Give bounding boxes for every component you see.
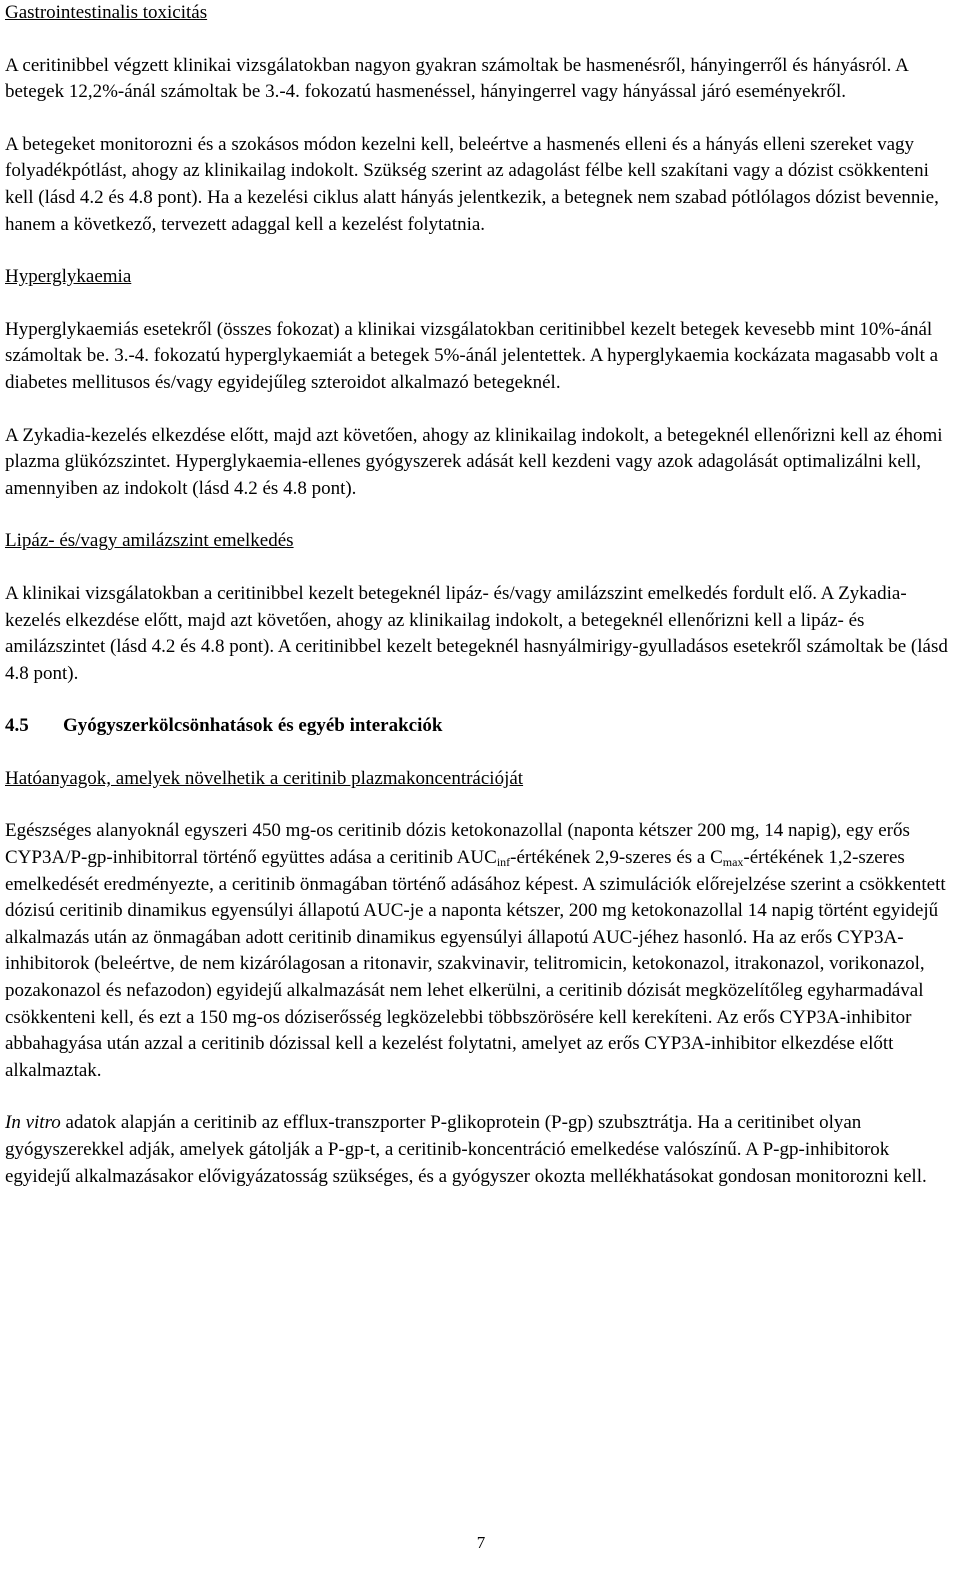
increase-p1-part-c: -értékének 1,2-szeres emelkedését eredményezte, a ceritinib önmagában történő adásához képest. A szimulációk előrejelzése szerint a csökkentett dózisú ceritinib dinamikus egyensúlyi állapotú AUC-je a naponta kétszer, 200 mg ketokonazollal 14 napig történt egyidejű alkalmazás után az önmagában adott ceritinib dinamikus egyensúlyi állapotú AUC-jéhez hasonló. Ha az erős CYP3A-inhibitorok (beleértve, de nem kizárólagosan a ritonavir, szakvinavir, telitromicin, ketokonazol, itrakonazol, vorikonazol, pozakonazol és nefazodon) egyidejű alkalmazását nem lehet elkerülni, a ceritinib dózisát megközelítőleg egyharmadával csökkenteni kell, és ezt a 150 mg-os dóziserősség legközelebbi többszörösére kell kerekíteni. Az erős CYP3A-inhibitor abbahagyása után azzal a ceritinib dózissal kell a kezelést folytatni, amelyet az erős CYP3A-inhibitor elkezdése előtt alkalmaztak. [5,847,946,1081]
page-number: 7 [476,1533,486,1552]
in-vitro-italic: In vitro [5,1112,61,1134]
gi-toxicity-heading: Gastrointestinalis toxicitás [5,2,208,23]
hyperglycaemia-paragraph-1: Hyperglykaemiás esetekről (összes fokozat) a klinikai vizsgálatokban ceritinibbel kezelt betegek kevesebb mint 10%-ánál számoltak be. 3.-4. fokozatú hyperglykaemiát a betegek 5%-ánál jelentettek. A hyperglykaemia kockázata magasabb volt a diabetes mellitusos és/vagy egyidejűleg szteroidot alkalmazó betegeknél. [5,318,939,393]
gi-p2-part-a: A betegeket monitorozni és a szokásos módon kezelni kell, beleértve a hasmenés elleni és a hányás elleni szereket vagy folyadékpótlást, ahogy az klinikailag indokolt. [5,133,915,182]
increase-paragraph-1 [5,818,957,1084]
increase-paragraph-2 [5,1110,957,1190]
section-number: 4.5 [5,715,29,737]
document-page [5,0,957,1552]
auc-subscript: inf [496,855,511,870]
hyperglycaemia-heading: Hyperglykaemia [5,266,132,288]
lipase-heading: Lipáz- és/vagy amilázszint emelkedés [5,530,294,552]
increase-p1-part-a: Egészséges alanyoknál egyszeri 450 mg-os ceritinib dózis ketokonazollal (naponta kétszer 200 mg, 14 napig), egy erős CYP3A/P-gp-inhibitorral történő együttes adása a ceritinib AUC [5,820,910,869]
gi-p2-part-c: Ha a kezelési ciklus alatt hányás jelentkezik, a betegnek nem szabad pótlólagos dózist bevennie, hanem a következő, tervezett adaggal kell a kezelést folytatnia. [5,186,939,235]
increase-p2-rest: adatok alapján a ceritinib az efflux-transzporter P-glikoprotein (P-gp) szubsztrátja. Ha a ceritinibet olyan gyógyszerekkel adják, amelyek gátolják a P-gp-t, a ceritinib-koncentráció emelkedése valószínű. A P-gp-inhibitorok egyidejű alkalmazásakor elővigyázatosság szükséges, és a gyógyszer okozta mellékhatásokat gondosan monitorozni kell. [5,1112,927,1187]
increase-p1-part-b: -értékének 2,9-szeres és a C [510,847,723,869]
increase-heading: Hatóanyagok, amelyek növelhetik a ceritinib plazmakoncentrációját [5,767,524,789]
gi-paragraph-2 [5,132,957,238]
hyperglycaemia-paragraph-2: A Zykadia-kezelés elkezdése előtt, majd azt követően, ahogy az klinikailag indokolt, a betegeknél ellenőrizni kell az éhomi plazma glükózszintet. Hyperglykaemia-ellenes gyógyszerek adását kell kezdeni vagy azok adagolását optimalizálni kell, amennyiben az indokolt (lásd 4.2 és 4.8 pont). [5,424,943,499]
gi-p2-part-b: Szükség szerint az adagolást félbe kell szakítani vagy a dózist csökkenteni kell (lásd 4.2 és 4.8 pont). [5,160,929,208]
section-title: Gyógyszerkölcsönhatások és egyéb interakciók [63,715,443,737]
gi-paragraph-1: A ceritinibbel végzett klinikai vizsgálatokban nagyon gyakran számoltak be hasmenésről, hányingerről és hányásról. A betegek 12,2%-ánál számoltak be 3.-4. fokozatú hasmenéssel, hányingerrel vagy hányással járó eseményekről. [5,54,908,103]
cmax-subscript: max [722,855,744,870]
lipase-paragraph: A klinikai vizsgálatokban a ceritinibbel kezelt betegeknél lipáz- és/vagy amilázszint emelkedés fordult elő. A Zykadia-kezelés elkezdése előtt, majd azt követően, ahogy az klinikailag indokolt, a betegeknél ellenőrizni kell a lipáz- és amilázszintet (lásd 4.2 és 4.8 pont). A ceritinibbel kezelt betegeknél hasnyálmirigy-gyulladásos esetekről számoltak be (lásd 4.8 pont). [5,582,948,684]
section-heading [5,713,957,740]
